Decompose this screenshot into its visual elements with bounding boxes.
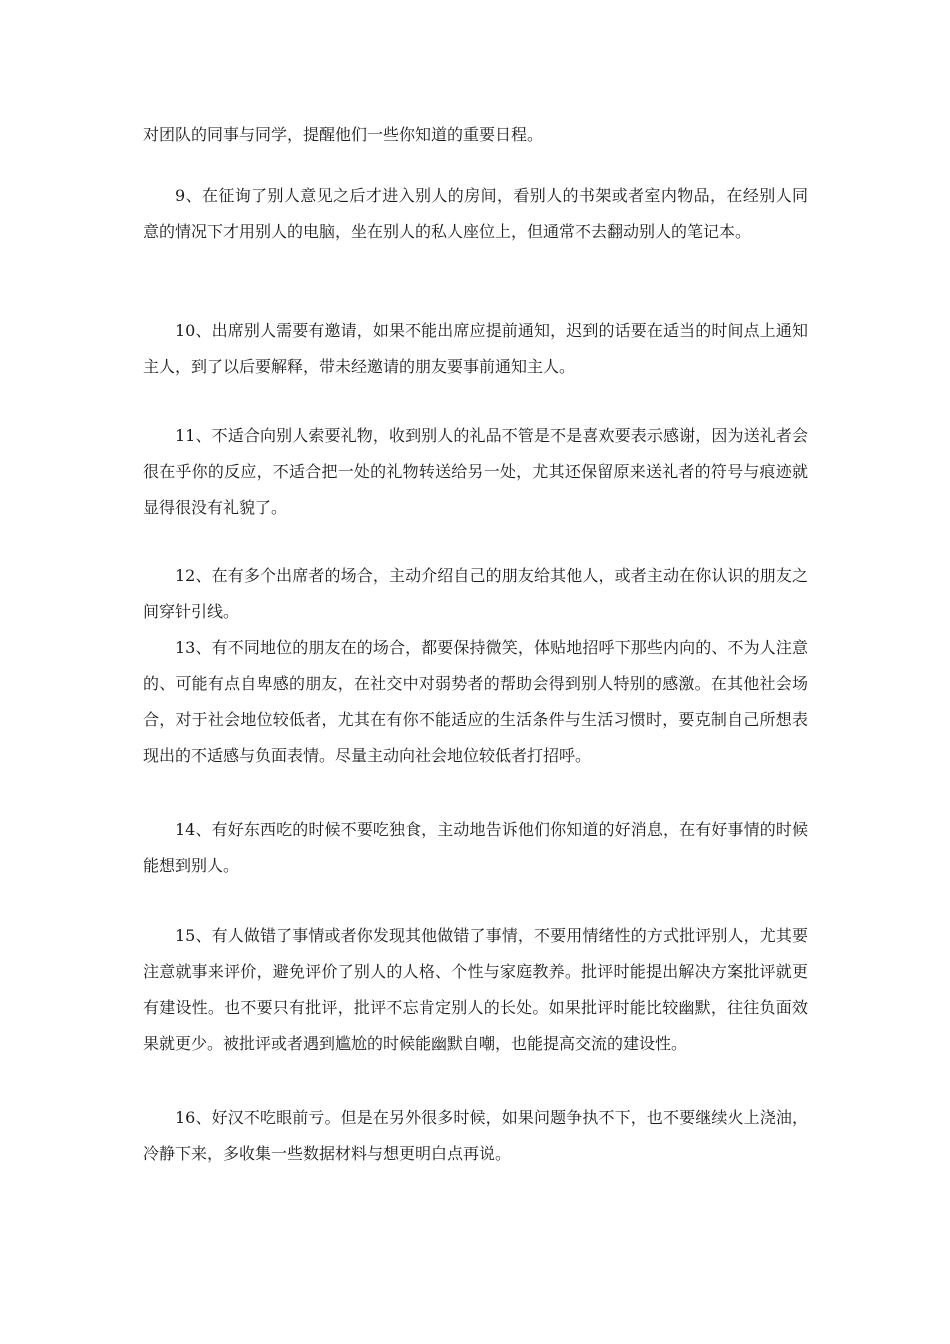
paragraph-item-9: 9、在征询了别人意见之后才进入别人的房间，看别人的书架或者室内物品，在经别人同意的情况下才用别人的电脑，坐在别人的私人座位上，但通常不去翻动别人的笔记本。: [143, 186, 808, 241]
paragraph-item-13: 13、有不同地位的朋友在的场合，都要保持微笑，体贴地招呼下那些内向的、不为人注意的、可能有点自卑感的朋友，在社交中对弱势者的帮助会得到别人特别的感激。在其他社会场合，对于社会地位较低者，尤其在有你不能适应的生活条件与生活习惯时，要克制自己所想表现出的不适感与负面表情。尽量主动向社会地位较低者打招呼。: [143, 638, 808, 765]
paragraph-continuation: 对团队的同事与同学，提醒他们一些你知道的重要日程。: [143, 125, 544, 144]
paragraph-item-10: 10、出席别人需要有邀请，如果不能出席应提前通知，迟到的话要在适当的时间点上通知主人，到了以后要解释，带未经邀请的朋友要事前通知主人。: [143, 321, 808, 376]
paragraph-item-12: 12、在有多个出席者的场合，主动介绍自己的朋友给其他人，或者主动在你认识的朋友之间穿针引线。: [143, 566, 808, 621]
paragraph-item-11: 11、不适合向别人索要礼物，收到别人的礼品不管是不是喜欢要表示感谢，因为送礼者会很在乎你的反应，不适合把一处的礼物转送给另一处，尤其还保留原来送礼者的符号与痕迹就显得很没有礼貌了。: [143, 426, 808, 517]
paragraph-item-16: 16、好汉不吃眼前亏。但是在另外很多时候，如果问题争执不下，也不要继续火上浇油，冷静下来，多收集一些数据材料与想更明白点再说。: [143, 1108, 808, 1163]
paragraph-item-15: 15、有人做错了事情或者你发现其他做错了事情，不要用情绪性的方式批评别人，尤其要注意就事来评价，避免评价了别人的人格、个性与家庭教养。批评时能提出解决方案批评就更有建设性。也不要只有批评，批评不忘肯定别人的长处。如果批评时能比较幽默，往往负面效果就更少。被批评或者遇到尴尬的时候能幽默自嘲，也能提高交流的建设性。: [143, 926, 808, 1053]
paragraph-item-14: 14、有好东西吃的时候不要吃独食，主动地告诉他们你知道的好消息，在有好事情的时候能想到别人。: [143, 820, 808, 875]
